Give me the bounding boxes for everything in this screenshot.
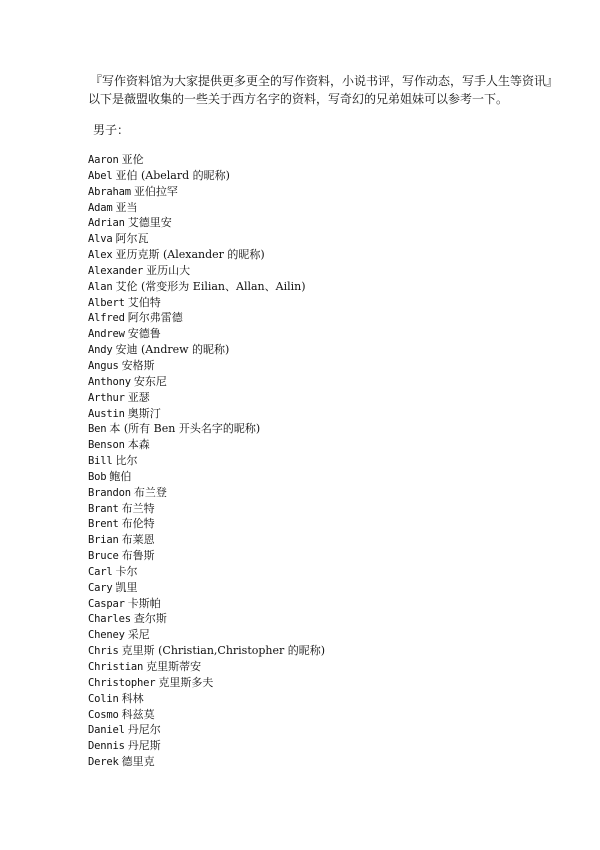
name-entry: [88, 580, 325, 596]
name-english: Alexander: [88, 264, 144, 277]
name-entry: [88, 247, 325, 263]
name-chinese: 奥斯汀: [127, 406, 161, 420]
name-english: Albert: [88, 296, 125, 309]
name-english: Arthur: [88, 391, 125, 404]
name-chinese: 亚伦: [121, 153, 144, 166]
name-chinese: 德里克: [121, 755, 155, 769]
name-english: Adrian: [88, 217, 125, 230]
name-chinese: 亚瑟: [127, 390, 150, 404]
name-english: Alfred: [88, 312, 125, 325]
name-chinese: 安格斯: [121, 358, 155, 372]
name-chinese: 阿尔瓦: [115, 232, 149, 246]
name-english: Anthony: [88, 375, 131, 388]
intro-line-1: 『写作资料馆为大家提供更多更全的写作资料，小说书评，写作动态，写手人生等资讯』: [90, 74, 559, 88]
name-english: Dennis: [88, 740, 125, 753]
name-english: Bob: [88, 470, 107, 483]
name-chinese: 科兹莫: [121, 707, 155, 721]
name-entry: [88, 437, 325, 453]
name-entry: [88, 152, 325, 168]
name-english: Chris: [88, 645, 119, 658]
name-chinese: 布鲁斯: [121, 549, 155, 563]
name-chinese: 采尼: [127, 628, 150, 642]
name-english: Bruce: [88, 550, 119, 563]
name-entry: [88, 310, 325, 326]
name-chinese: 亚历克斯 (Alexander 的昵称): [115, 248, 265, 262]
name-chinese: 亚当: [115, 200, 138, 214]
name-entry: [88, 611, 325, 627]
name-entry: [88, 200, 325, 216]
name-english: Caspar: [88, 597, 125, 610]
name-entry: [88, 627, 325, 643]
name-chinese: 安迪 (Andrew 的昵称): [115, 343, 230, 357]
name-entry: [88, 342, 325, 358]
name-english: Benson: [88, 439, 125, 452]
name-chinese: 卡尔: [115, 564, 138, 578]
name-entry: [88, 326, 325, 342]
name-english: Carl: [88, 565, 113, 578]
name-chinese: 本森: [127, 438, 150, 452]
section-label-male: 男子：: [93, 123, 130, 137]
name-chinese: 安东尼: [133, 374, 167, 388]
name-entry: [88, 596, 325, 612]
name-english: Cheney: [88, 629, 125, 642]
names-list: [88, 152, 325, 770]
intro-paragraph: [88, 72, 558, 108]
name-entry: [88, 295, 325, 311]
name-entry: [88, 279, 325, 295]
name-entry: [88, 263, 325, 279]
name-chinese: 凯里: [115, 580, 138, 594]
name-entry: [88, 643, 325, 659]
name-english: Derek: [88, 756, 119, 769]
name-english: Colin: [88, 692, 119, 705]
intro-line-2: 以下是薇盟收集的一些关于西方名字的资料，写奇幻的兄弟姐妹可以参考一下。: [88, 92, 509, 106]
name-english: Abel: [88, 169, 113, 182]
name-chinese: 丹尼尔: [127, 723, 161, 737]
name-chinese: 克里斯 (Christian,Christopher 的昵称): [121, 644, 326, 658]
name-entry: [88, 374, 325, 390]
name-entry: [88, 564, 325, 580]
name-chinese: 艾伯特: [127, 295, 161, 309]
name-entry: [88, 406, 325, 422]
name-entry: [88, 659, 325, 675]
name-entry: [88, 675, 325, 691]
name-english: Aaron: [88, 154, 119, 166]
name-english: Abraham: [88, 185, 131, 198]
name-chinese: 布兰登: [133, 485, 167, 499]
name-chinese: 比尔: [115, 454, 138, 468]
name-entry: [88, 738, 325, 754]
name-chinese: 布伦特: [121, 517, 155, 531]
name-chinese: 克里斯多夫: [158, 675, 214, 689]
name-english: Ben: [88, 423, 107, 436]
name-chinese: 布兰特: [121, 501, 155, 515]
name-english: Andy: [88, 344, 113, 357]
name-chinese: 查尔斯: [133, 612, 167, 626]
name-chinese: 丹尼斯: [127, 739, 161, 753]
name-entry: [88, 548, 325, 564]
name-entry: [88, 231, 325, 247]
name-chinese: 艾伦 (常变形为 Eilian、Allan、Ailin): [115, 279, 306, 293]
name-chinese: 艾德里安: [127, 216, 172, 230]
name-english: Andrew: [88, 328, 125, 341]
name-entry: [88, 390, 325, 406]
name-english: Christian: [88, 661, 144, 673]
name-chinese: 安德鲁: [127, 327, 161, 341]
name-chinese: 亚伯 (Abelard 的昵称): [115, 168, 230, 182]
name-english: Cary: [88, 581, 113, 594]
name-chinese: 克里斯蒂安: [146, 660, 202, 673]
name-chinese: 亚历山大: [146, 263, 191, 277]
name-chinese: 亚伯拉罕: [133, 184, 178, 198]
name-english: Bill: [88, 455, 113, 468]
name-entry: [88, 532, 325, 548]
name-entry: [88, 453, 325, 469]
name-english: Charles: [88, 613, 131, 626]
name-english: Brant: [88, 502, 119, 515]
name-english: Angus: [88, 359, 119, 372]
name-chinese: 布莱恩: [121, 533, 155, 547]
name-chinese: 本 (所有 Ben 开头名字的昵称): [109, 422, 261, 436]
name-chinese: 科林: [121, 691, 144, 705]
name-entry: [88, 168, 325, 184]
name-entry: [88, 421, 325, 437]
name-english: Alva: [88, 233, 113, 246]
name-entry: [88, 754, 325, 770]
name-english: Cosmo: [88, 708, 119, 721]
name-english: Daniel: [88, 724, 125, 737]
name-entry: [88, 184, 325, 200]
name-english: Brandon: [88, 486, 131, 499]
name-entry: [88, 707, 325, 723]
name-chinese: 卡斯帕: [127, 596, 161, 610]
name-entry: [88, 691, 325, 707]
name-english: Adam: [88, 201, 113, 214]
name-english: Alex: [88, 249, 113, 262]
name-chinese: 阿尔弗雷德: [127, 311, 183, 325]
name-entry: [88, 485, 325, 501]
name-entry: [88, 516, 325, 532]
name-entry: [88, 722, 325, 738]
name-english: Christopher: [88, 676, 156, 689]
name-english: Brent: [88, 518, 119, 531]
name-entry: [88, 358, 325, 374]
name-entry: [88, 469, 325, 485]
name-english: Austin: [88, 407, 125, 420]
name-chinese: 鲍伯: [109, 469, 132, 483]
name-english: Alan: [88, 280, 113, 293]
name-entry: [88, 501, 325, 517]
name-entry: [88, 215, 325, 231]
name-english: Brian: [88, 534, 119, 547]
